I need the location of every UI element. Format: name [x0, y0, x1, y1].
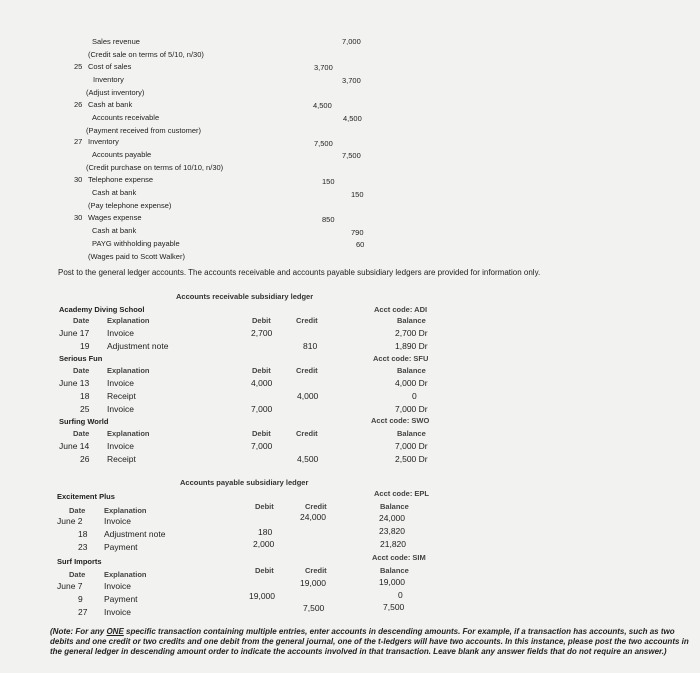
instruction-note: [50, 627, 690, 657]
col-credit: Credit: [296, 316, 318, 325]
account-code: Acct code: SIM: [372, 553, 426, 562]
journal-credit: 7,000: [342, 37, 361, 46]
journal-account: Sales revenue: [92, 37, 140, 46]
journal-debit: 850: [322, 215, 335, 224]
row-balance: 23,820: [379, 526, 405, 536]
col-debit: Debit: [252, 316, 271, 325]
journal-credit: 150: [351, 190, 364, 199]
row-date: 19: [80, 341, 90, 351]
row-date: June 7: [57, 581, 83, 591]
row-balance: 2,500 Dr: [395, 454, 428, 464]
journal-account: Wages expense: [88, 213, 142, 222]
ap-ledger-title: Accounts payable subsidiary ledger: [180, 478, 309, 487]
row-balance: 1,890 Dr: [395, 341, 428, 351]
account-name: Excitement Plus: [57, 492, 115, 501]
row-credit: 24,000: [300, 512, 326, 522]
account-name: Surfing World: [59, 417, 109, 426]
row-date: 9: [78, 594, 83, 604]
row-balance: 21,820: [380, 539, 406, 549]
journal-date: 26: [74, 100, 83, 109]
col-credit: Credit: [296, 366, 318, 375]
col-debit: Debit: [252, 429, 271, 438]
note-emphasis: ONE: [106, 627, 124, 636]
journal-debit: 3,700: [314, 63, 333, 72]
journal-account: Cost of sales: [88, 62, 132, 71]
row-explanation: Payment: [104, 594, 138, 604]
account-code: Acct code: SFU: [373, 354, 429, 363]
journal-date: 30: [74, 175, 83, 184]
row-explanation: Invoice: [104, 516, 131, 526]
account-code: Acct code: EPL: [374, 489, 430, 498]
row-debit: 7,000: [251, 441, 273, 451]
col-debit: Debit: [255, 502, 274, 511]
journal-date: 25: [74, 62, 83, 71]
row-explanation: Invoice: [104, 607, 131, 617]
journal-credit: 4,500: [343, 114, 362, 123]
col-balance: Balance: [380, 566, 409, 575]
row-credit: 19,000: [300, 578, 326, 588]
journal-narration: (Credit sale on terms of 5/10, n/30): [88, 50, 204, 59]
journal-credit: 3,700: [342, 76, 361, 85]
journal-narration: (Wages paid to Scott Walker): [88, 252, 185, 261]
journal-account: Cash at bank: [92, 226, 137, 235]
row-explanation: Adjustment note: [107, 341, 169, 351]
journal-narration: (Adjust inventory): [86, 88, 145, 97]
col-explanation: Explanation: [107, 366, 150, 375]
account-code: Acct code: SWO: [371, 416, 430, 425]
row-debit: 4,000: [251, 378, 273, 388]
journal-account: Accounts receivable: [92, 113, 160, 122]
row-explanation: Invoice: [107, 404, 134, 414]
account-name: Surf Imports: [57, 557, 102, 566]
note-text-start: (Note: For any: [50, 627, 107, 636]
account-name: Serious Fun: [59, 354, 103, 363]
col-date: Date: [69, 570, 86, 579]
row-balance: 7,500: [383, 602, 405, 612]
row-explanation: Payment: [104, 542, 138, 552]
col-balance: Balance: [380, 502, 409, 511]
row-credit: 4,500: [297, 454, 319, 464]
row-balance: 7,000 Dr: [395, 441, 428, 451]
row-debit: 7,000: [251, 404, 273, 414]
journal-account: PAYG withholding payable: [92, 239, 180, 248]
row-debit: 19,000: [249, 591, 275, 601]
instruction-text: Post to the general ledger accounts. The accounts receivable and accounts payable subsidiary ledgers are provided for information only.: [58, 268, 541, 277]
row-date: 25: [80, 404, 90, 414]
col-explanation: Explanation: [104, 570, 147, 579]
col-explanation: Explanation: [107, 429, 150, 438]
row-explanation: Invoice: [104, 581, 131, 591]
col-date: Date: [69, 506, 86, 515]
row-balance: 0: [398, 590, 403, 600]
row-balance: 0: [412, 391, 417, 401]
col-date: Date: [73, 429, 90, 438]
col-credit: Credit: [305, 566, 327, 575]
col-credit: Credit: [296, 429, 318, 438]
col-balance: Balance: [397, 429, 426, 438]
col-balance: Balance: [397, 366, 426, 375]
row-date: 18: [78, 529, 88, 539]
col-credit: Credit: [305, 502, 327, 511]
row-balance: 4,000 Dr: [395, 378, 428, 388]
account-code: Acct code: ADI: [374, 305, 428, 314]
row-balance: 7,000 Dr: [395, 404, 428, 414]
row-explanation: Adjustment note: [104, 529, 166, 539]
row-credit: 4,000: [297, 391, 319, 401]
journal-credit: 790: [351, 228, 364, 237]
row-date: June 17: [59, 328, 90, 338]
journal-debit: 4,500: [313, 101, 332, 110]
row-explanation: Invoice: [107, 378, 134, 388]
row-explanation: Receipt: [107, 454, 136, 464]
row-balance: 19,000: [379, 577, 405, 587]
journal-narration: (Pay telephone expense): [88, 201, 172, 210]
row-balance: 2,700 Dr: [395, 328, 428, 338]
row-explanation: Invoice: [107, 328, 134, 338]
journal-account: Cash at bank: [88, 100, 133, 109]
journal-debit: 150: [322, 177, 335, 186]
col-explanation: Explanation: [104, 506, 147, 515]
journal-narration: (Payment received from customer): [86, 126, 202, 135]
account-name: Academy Diving School: [59, 305, 145, 314]
row-date: 23: [78, 542, 88, 552]
row-debit: 180: [258, 527, 273, 537]
journal-date: 30: [74, 213, 83, 222]
col-debit: Debit: [255, 566, 274, 575]
journal-date: 27: [74, 137, 83, 146]
row-explanation: Invoice: [107, 441, 134, 451]
row-date: June 14: [59, 441, 90, 451]
row-date: 27: [78, 607, 88, 617]
journal-account: Telephone expense: [88, 175, 154, 184]
col-debit: Debit: [252, 366, 271, 375]
journal-account: Inventory: [88, 137, 119, 146]
row-date: June 2: [57, 516, 83, 526]
row-date: 18: [80, 391, 90, 401]
row-debit: 2,700: [251, 328, 273, 338]
journal-debit: 7,500: [314, 139, 333, 148]
journal-narration: (Credit purchase on terms of 10/10, n/30): [86, 163, 224, 172]
row-credit: 7,500: [303, 603, 325, 613]
journal-credit: 60: [356, 240, 365, 249]
journal-account: Inventory: [93, 75, 124, 84]
row-credit: 810: [303, 341, 318, 351]
note-text-rest: specific transaction containing multiple entries, enter accounts in descending amounts. For example, if a transaction has accounts, such as two debits and one credit or two credits and one debit from the general journal, one of the t-ledgers will have two accounts. In this instance, please post the two accounts in the general ledger in descending amount order to indicate the accounts involved in that transaction. Leave blank any answer fields that do not require an answer.): [50, 627, 689, 656]
col-date: Date: [73, 366, 90, 375]
row-balance: 24,000: [379, 513, 405, 523]
journal-account: Cash at bank: [92, 188, 137, 197]
row-explanation: Receipt: [107, 391, 136, 401]
row-debit: 2,000: [253, 539, 275, 549]
row-date: June 13: [59, 378, 90, 388]
journal-credit: 7,500: [342, 151, 361, 160]
journal-account: Accounts payable: [92, 150, 152, 159]
col-balance: Balance: [397, 316, 426, 325]
row-date: 26: [80, 454, 90, 464]
col-explanation: Explanation: [107, 316, 150, 325]
col-date: Date: [73, 316, 90, 325]
ar-ledger-title: Accounts receivable subsidiary ledger: [176, 292, 314, 301]
